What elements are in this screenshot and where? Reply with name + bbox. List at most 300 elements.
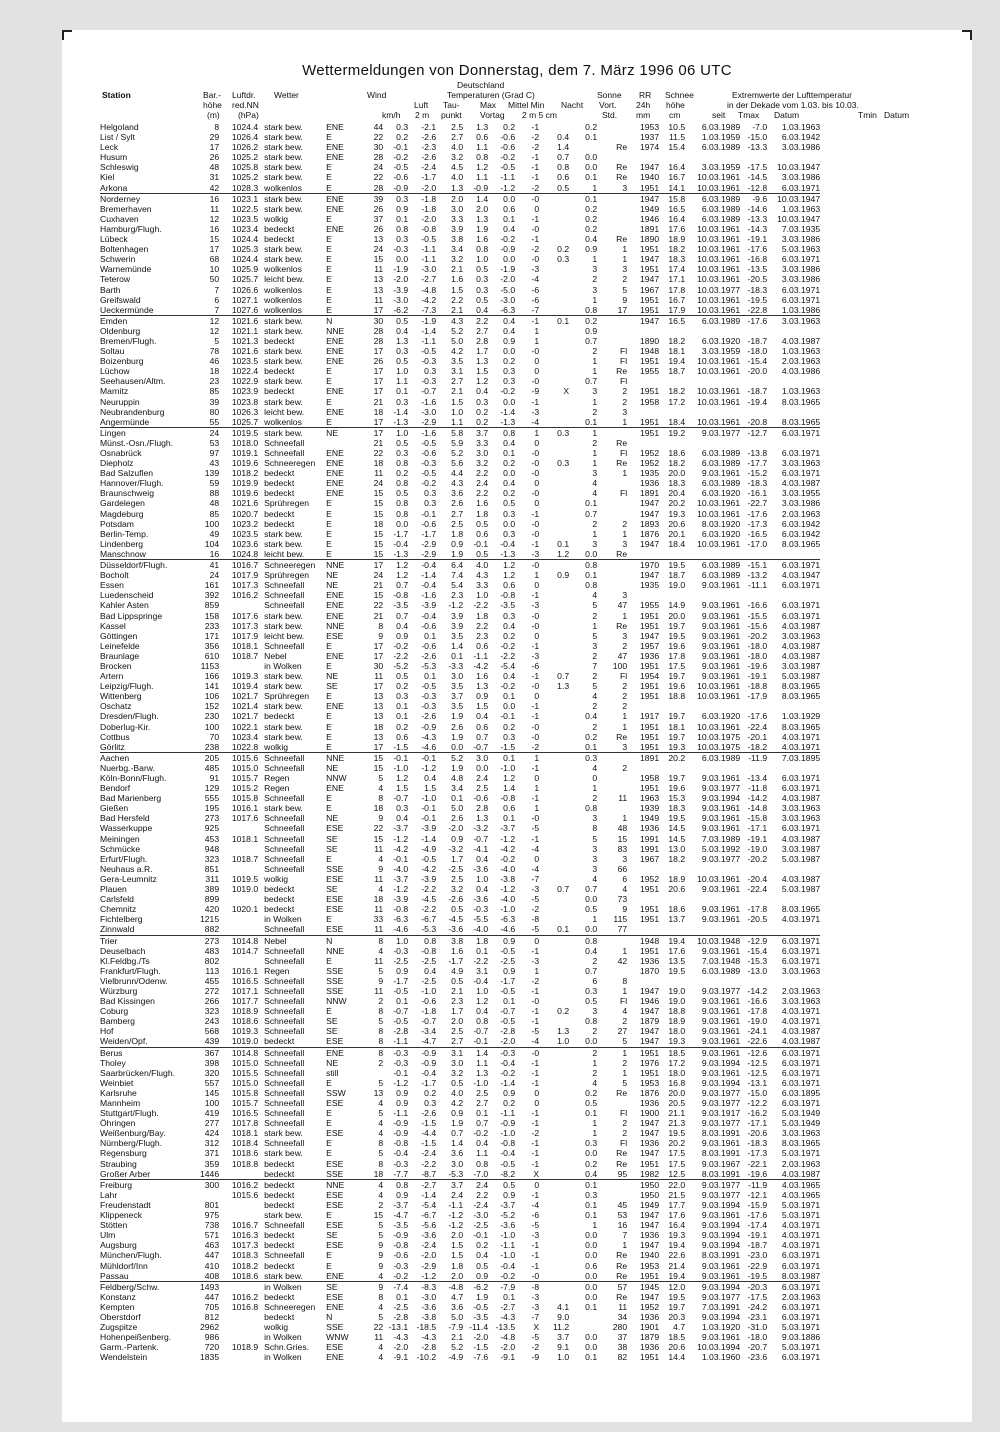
temp-min-5cm: -0 (531, 458, 540, 469)
record-since: 1879 (640, 1016, 660, 1027)
sunshine-hours (539, 295, 569, 305)
header-schnee-3: cm (669, 110, 681, 120)
baro-height: 453 (204, 833, 220, 844)
temp-min-2m: 0.1 (503, 1291, 516, 1302)
sunshine-hours (539, 1138, 569, 1148)
station-name: Ulm (100, 1230, 116, 1241)
tmin-value: -17.6 (747, 1210, 768, 1221)
temp-max-prev: -3.2 (448, 843, 464, 854)
tmax-value: 14.4 (668, 1352, 686, 1363)
temp-min-2m: -0.2 (500, 1067, 516, 1078)
wind-direction: E (326, 498, 332, 509)
temp-min-2m: -3.8 (500, 873, 516, 884)
table-row (100, 1352, 820, 1362)
wind-speed: 9 (378, 1281, 384, 1292)
temp-max-prev: 3.1 (451, 366, 464, 377)
temp-max-prev: -1.1 (448, 1199, 464, 1210)
tmin-value: -18.0 (747, 1332, 768, 1343)
temp-air: 1.2 (396, 570, 409, 581)
tmin-date: 4.03.1971 (781, 1016, 821, 1027)
tmax-date: 6.03.1989 (701, 448, 741, 458)
pressure: 1015.8 (231, 793, 259, 804)
tmax-value: 18.2 (668, 458, 686, 469)
baro-height: 485 (204, 762, 220, 773)
temp-mean-prev: -0.2 (473, 1128, 489, 1139)
record-since: 1974 (640, 142, 660, 153)
snow-depth: 2 (622, 1118, 628, 1129)
table-row (100, 264, 820, 274)
tmax-date: 10.03.1961 (697, 172, 741, 183)
header-t-tau: Tau- (443, 100, 460, 110)
weather: bedeckt (264, 884, 295, 895)
temp-min-5cm: -3 (531, 1230, 540, 1241)
sunshine-hours (539, 264, 569, 274)
station-name: Kahler Asten (100, 600, 149, 611)
temp-mean-prev: 0.2 (463, 417, 488, 428)
table-row (100, 1292, 820, 1302)
dew-point: -8.3 (421, 1281, 437, 1292)
temp-min-2m: -2.0 (500, 1342, 516, 1353)
temp-air: 0.4 (396, 620, 409, 631)
dew-point: -8.7 (408, 1169, 436, 1180)
wind-speed: 15 (373, 1210, 384, 1221)
wind-speed: 39 (373, 193, 384, 204)
tmin-date: 6.03.1971 (767, 183, 820, 194)
header-ext-datum-2: Datum (884, 110, 910, 120)
wind-speed: 17 (373, 346, 384, 357)
temp-air: -0.9 (393, 1230, 409, 1241)
station-name: Stuttgart/Flugh. (100, 1108, 159, 1119)
tmin-value: -15.0 (747, 1087, 768, 1098)
snow-depth: 1 (622, 610, 628, 621)
temp-min-5cm: 0 (534, 580, 540, 591)
temp-min-5cm: -4 (515, 417, 539, 428)
precipitation: 0.7 (585, 508, 598, 519)
snow-depth: 3 (622, 538, 628, 549)
tmin-value: -7.0 (752, 122, 768, 132)
temp-max-prev: 3.0 (451, 671, 464, 682)
temp-min-5cm: -0 (531, 731, 540, 742)
temp-min-5cm: -1 (531, 1189, 540, 1200)
tmin-value: -13.3 (747, 213, 768, 224)
station-name: München/Flugh. (100, 1250, 162, 1261)
temp-max-prev: 4.5 (451, 162, 464, 173)
dew-point: -2.0 (421, 213, 437, 224)
temp-min-2m: -1.3 (488, 417, 515, 428)
pressure: 1019.6 (231, 458, 259, 469)
tmax-value: 19.4 (668, 1240, 686, 1251)
temp-air: -0.1 (393, 853, 409, 864)
table-row (100, 1261, 820, 1271)
weather: bedeckt (264, 1199, 295, 1210)
tmin-value: -17.8 (747, 1006, 768, 1017)
dew-point: -0.6 (421, 448, 437, 458)
temp-min-2m: -0.7 (500, 1006, 516, 1017)
tmin-date: 3.03.1963 (781, 1128, 821, 1139)
pressure: 1016.2 (231, 1291, 259, 1302)
tmax-value: 19.2 (668, 427, 686, 438)
station-name: Bamberg (100, 1016, 135, 1027)
wind-speed: 22 (373, 1322, 384, 1333)
precipitation: 0.2 (585, 122, 598, 132)
table-row (100, 956, 820, 966)
station-name: Dresden/Flugh. (100, 711, 159, 722)
temp-min-5cm: 1 (534, 570, 540, 581)
pressure: 1017.6 (231, 813, 259, 824)
table-row (100, 722, 820, 732)
tmin-date: 5.03.1987 (781, 853, 821, 864)
temp-air: -0.3 (393, 1158, 409, 1169)
tmin-value: -9.6 (752, 193, 768, 204)
temp-max-prev: 0.5 (451, 1077, 464, 1088)
temp-mean-prev: 0.0 (476, 762, 489, 773)
record-since: 1948 (640, 935, 660, 946)
sunshine-hours (539, 701, 569, 711)
baro-height: 273 (204, 935, 220, 946)
baro-height: 389 (204, 884, 220, 895)
tmin-value: -12.5 (747, 1057, 768, 1068)
sunshine-hours: 0.1 (557, 315, 570, 326)
wind-direction: ENE (326, 356, 344, 367)
pressure: 1023.4 (231, 731, 259, 742)
tmin-value: -22.7 (747, 498, 768, 509)
record-since: 1952 (640, 458, 660, 469)
tmin-date: 1.03.1963 (781, 122, 821, 132)
sunshine-hours (539, 1200, 569, 1210)
tmax-date: 6.03.1989 (701, 478, 741, 489)
wind-direction: N (326, 1311, 333, 1322)
tmin-value: -19.5 (740, 1271, 767, 1282)
sunshine-hours (539, 874, 569, 884)
dew-point: -5.4 (421, 1199, 437, 1210)
tmin-date: 6.03.1971 (781, 1250, 821, 1261)
tmin-date: 4.03.1971 (781, 1230, 821, 1241)
wind-speed: 18 (373, 518, 384, 529)
baro-height: 2962 (200, 1322, 220, 1333)
station-name: Kempten (100, 1301, 135, 1312)
tmin-value: -20.1 (747, 731, 768, 742)
dew-point: -0.5 (421, 468, 437, 479)
sunshine-hours: 0.6 (557, 172, 570, 183)
weather: stark bew. (264, 681, 303, 692)
wind-direction: E (326, 549, 361, 560)
precipitation: 8 (592, 823, 598, 834)
dew-point: -4.2 (421, 863, 437, 874)
snow-depth: Re (616, 1250, 628, 1261)
wind-direction: NE (326, 671, 339, 682)
record-since (627, 549, 659, 560)
tmax-date: 5.03.1992 (701, 843, 741, 854)
record-since (627, 701, 659, 711)
tmin-value: -13.3 (747, 142, 768, 153)
tmin-date: 4.03.1971 (767, 742, 820, 753)
wind-direction: E (326, 1138, 332, 1149)
tmax-date: 10.03.1961 (685, 183, 740, 194)
temp-max-prev: 2.6 (451, 498, 464, 509)
pressure: 1021.3 (231, 335, 259, 346)
pressure: 1018.7 (231, 650, 259, 661)
sunshine-hours (539, 1179, 569, 1190)
temp-max-prev: 1.7 (451, 853, 464, 864)
dew-point: -1.7 (421, 172, 437, 183)
temp-mean-prev: 1.2 (476, 996, 489, 1007)
weather: in Wolken (264, 1352, 302, 1363)
snow-depth (597, 224, 627, 234)
tmax-value: 11.5 (669, 132, 686, 143)
baro-height: 68 (209, 254, 220, 265)
temp-max-prev: 1.9 (451, 731, 464, 742)
temp-min-2m: 0.1 (503, 691, 516, 702)
station-name: Leipzig/Flugh. (100, 681, 154, 692)
wind-speed: 4 (378, 1301, 384, 1312)
record-since: 1947 (640, 1148, 660, 1159)
temp-air: -0.1 (393, 142, 409, 153)
temp-mean-prev: 1.1 (476, 1057, 489, 1068)
temp-max-prev: 1.5 (451, 284, 464, 295)
wind-speed: 9 (378, 1260, 384, 1271)
weather: Schneefall (264, 793, 305, 804)
wind-direction: E (326, 172, 332, 183)
temp-mean-prev: -7.6 (473, 1352, 489, 1363)
dew-point: -2.8 (421, 1342, 437, 1353)
weather: in Wolken (264, 660, 302, 671)
precipitation: 4 (592, 691, 598, 702)
wind-speed: 21 (373, 437, 384, 448)
tmin-date: 6.03.1971 (781, 1057, 821, 1068)
temp-max-prev: 4.8 (451, 773, 464, 783)
temp-air: 0.9 (396, 965, 409, 976)
temp-min-5cm: -1 (531, 1148, 540, 1159)
record-since: 1939 (640, 803, 660, 814)
weather-table (100, 122, 820, 1362)
baro-height: 97 (209, 448, 220, 458)
wind-direction: E (326, 417, 361, 428)
tmin-value: -13.1 (747, 1077, 768, 1088)
dew-point: -4.2 (421, 294, 437, 305)
record-since: 1991 (640, 833, 660, 844)
precipitation: 3 (592, 843, 598, 854)
wind-direction: ENE (326, 122, 344, 132)
temp-max-prev: -4.5 (448, 914, 464, 925)
tmin-value: -19.1 (747, 234, 768, 245)
tmax-value: 16.5 (668, 315, 686, 326)
record-since: 1951 (640, 294, 660, 305)
sunshine-hours (539, 560, 569, 571)
snow-depth (597, 570, 627, 580)
temp-min-2m: 0.9 (503, 335, 516, 346)
tmax-date: 9.03.1961 (701, 650, 741, 661)
sunshine-hours: X (563, 386, 570, 397)
record-since: 1951 (640, 1047, 660, 1058)
wind-direction: ENE (326, 701, 344, 712)
tmin-value: -13.8 (747, 448, 768, 458)
tmax-value: 18.4 (668, 538, 686, 549)
snow-depth: Re (616, 1087, 628, 1098)
baro-height: 1153 (200, 660, 220, 671)
tmax-date: 10.03.1994 (697, 1342, 741, 1353)
wind-direction: E (326, 853, 332, 864)
temp-max-prev: 2.5 (451, 873, 464, 884)
tmin-value (740, 376, 767, 386)
weather: Regen (264, 773, 290, 783)
temp-air: -0.8 (393, 904, 409, 915)
record-since: 1955 (640, 366, 660, 377)
tmax-value (659, 376, 685, 386)
tmax-value: 19.5 (668, 560, 686, 571)
pressure: 1017.9 (231, 570, 259, 581)
tmin-date: 9.03.1886 (781, 1332, 821, 1343)
weather: Schneefall (264, 1067, 305, 1078)
temp-min-2m: 0.0 (503, 518, 516, 529)
baro-height: 323 (204, 853, 220, 864)
temp-min-5cm: -0 (531, 1047, 540, 1058)
station-name: Trier (100, 935, 118, 946)
tmin-value: -23.1 (747, 1311, 768, 1322)
weather: bedeckt (264, 508, 295, 519)
tmin-date: 5.03.1971 (781, 1199, 821, 1210)
temp-mean-prev: -7.0 (463, 1169, 488, 1180)
baro-height: 312 (204, 1138, 220, 1149)
tmax-value: 18.4 (659, 417, 685, 428)
crop-mark (62, 30, 64, 40)
weather: Schneeregen (264, 1301, 316, 1312)
snow-depth: 66 (617, 863, 628, 874)
weather: leicht bew. (264, 274, 305, 285)
station-name: Deuselbach (100, 945, 146, 956)
temp-min-5cm: -4 (531, 274, 540, 285)
tmax-date: 10.03.1975 (685, 742, 740, 753)
wind-speed: 15 (373, 538, 384, 549)
temp-mean-prev: 0.5 (463, 549, 488, 560)
temp-mean-prev: 0.1 (476, 945, 489, 956)
tmin-value: -20.5 (747, 914, 768, 925)
temp-min-5cm: -3 (531, 884, 540, 895)
temp-air: -0.3 (393, 1047, 409, 1058)
header-rr-2: 24h (636, 100, 651, 110)
sunshine-hours: 9.1 (557, 1342, 570, 1353)
record-since: 1947 (640, 1291, 660, 1302)
temp-mean-prev: 1.1 (476, 142, 489, 153)
wind-direction: ENE (326, 478, 344, 489)
station-name: Weißenburg/Bay. (100, 1128, 166, 1139)
wind-speed: 17 (373, 427, 384, 438)
record-since: 1947 (640, 1128, 660, 1139)
tmax-value: 18.3 (668, 478, 686, 489)
tmin-date: 8.03.1965 (781, 691, 821, 702)
tmin-value: -18.3 (747, 1138, 768, 1149)
weather: Regen (264, 783, 290, 794)
record-since (627, 438, 659, 448)
header-temp-title: Temperaturen (Grad C) (447, 90, 535, 100)
wind-speed: 11 (374, 468, 384, 479)
sunshine-hours (539, 904, 569, 914)
tmin-date (767, 438, 820, 448)
tmax-date: 9.03.1994 (701, 1220, 741, 1231)
tmax-date (685, 590, 740, 600)
table-row (100, 366, 820, 376)
wind-direction: ENE (326, 203, 344, 214)
baro-height: 359 (204, 1158, 220, 1169)
wind-speed: 17 (373, 376, 384, 387)
wind-speed: 15 (373, 752, 384, 763)
wind-direction: E (326, 1006, 332, 1017)
temp-air: -2.5 (393, 1301, 409, 1312)
tmax-value: 19.5 (668, 1291, 686, 1302)
tmax-date: 10.03.1961 (697, 691, 741, 702)
precipitation (569, 142, 597, 152)
snow-depth: 2 (622, 701, 628, 712)
temp-max-prev: 1.1 (436, 417, 463, 428)
temp-mean-prev: 1.3 (476, 813, 489, 824)
table-row (100, 681, 820, 691)
tmax-date: 9.03.1961 (701, 1260, 741, 1271)
wind-speed: 5 (378, 1230, 384, 1241)
tmax-date: 9.03.1977 (701, 1098, 741, 1108)
temp-min-5cm: -2 (531, 132, 540, 143)
record-since: 1947 (640, 193, 660, 204)
tmax-date: 9.03.1977 (701, 1087, 741, 1098)
tmin-date: 4.03.1987 (781, 833, 821, 844)
temp-min-2m: 0.1 (503, 996, 516, 1007)
dew-point: -0.9 (421, 1047, 437, 1058)
wind-direction: E (326, 955, 332, 966)
station-name: Bad Marienberg (100, 793, 162, 804)
temp-mean-prev: 4.0 (476, 560, 489, 571)
baro-height: 31 (209, 172, 220, 183)
temp-air: 0.8 (396, 1179, 409, 1190)
station-name: Regensburg (100, 1148, 147, 1159)
station-name: Vielbrunn/Odenw. (100, 975, 168, 986)
temp-max-prev: 3.2 (451, 884, 464, 895)
baro-height: 29 (209, 132, 220, 143)
header-bar-3: (m) (207, 110, 220, 120)
baro-height (200, 1190, 219, 1200)
table-row (100, 914, 820, 924)
station-name: Gera-Leumnitz (100, 873, 157, 884)
header-station: Station (102, 90, 131, 100)
tmin-date (767, 152, 820, 162)
table-row (100, 1047, 820, 1058)
temp-air: -2.5 (393, 955, 409, 966)
precipitation: 0.0 (585, 152, 598, 163)
tmax-value: 16.4 (668, 213, 686, 224)
baro-height: 266 (204, 996, 220, 1007)
dew-point: -3.9 (421, 873, 437, 884)
temp-air: -9.1 (393, 1352, 409, 1363)
dew-point: -2.2 (421, 904, 437, 915)
temp-min-5cm: -0 (515, 1271, 539, 1282)
temp-max-prev: -7.9 (448, 1322, 464, 1333)
tmax-date: 6.03.1989 (701, 752, 741, 763)
wind-speed: 13 (373, 711, 384, 722)
weather: stark bew. (264, 538, 303, 549)
station-name: Hannover/Flugh. (100, 478, 164, 489)
tmax-date: 6.03.1989 (701, 560, 741, 571)
weather: stark bew. (264, 721, 303, 732)
wind-speed: 44 (373, 122, 384, 132)
tmin-date: 3.03.1963 (781, 965, 821, 976)
tmin-date: 5.03.1971 (781, 1148, 821, 1159)
temp-min-5cm: -1 (531, 985, 540, 996)
temp-mean-prev: 3.7 (476, 427, 489, 438)
record-since: 1951 (627, 417, 659, 428)
station-name: Berus (100, 1047, 123, 1058)
temp-max-prev: -4.8 (448, 1281, 464, 1292)
wind-speed: 4 (378, 1189, 384, 1200)
temp-min-5cm: -0 (531, 721, 540, 732)
tmin-date (767, 924, 820, 935)
temp-min-2m: -1.2 (488, 183, 515, 194)
